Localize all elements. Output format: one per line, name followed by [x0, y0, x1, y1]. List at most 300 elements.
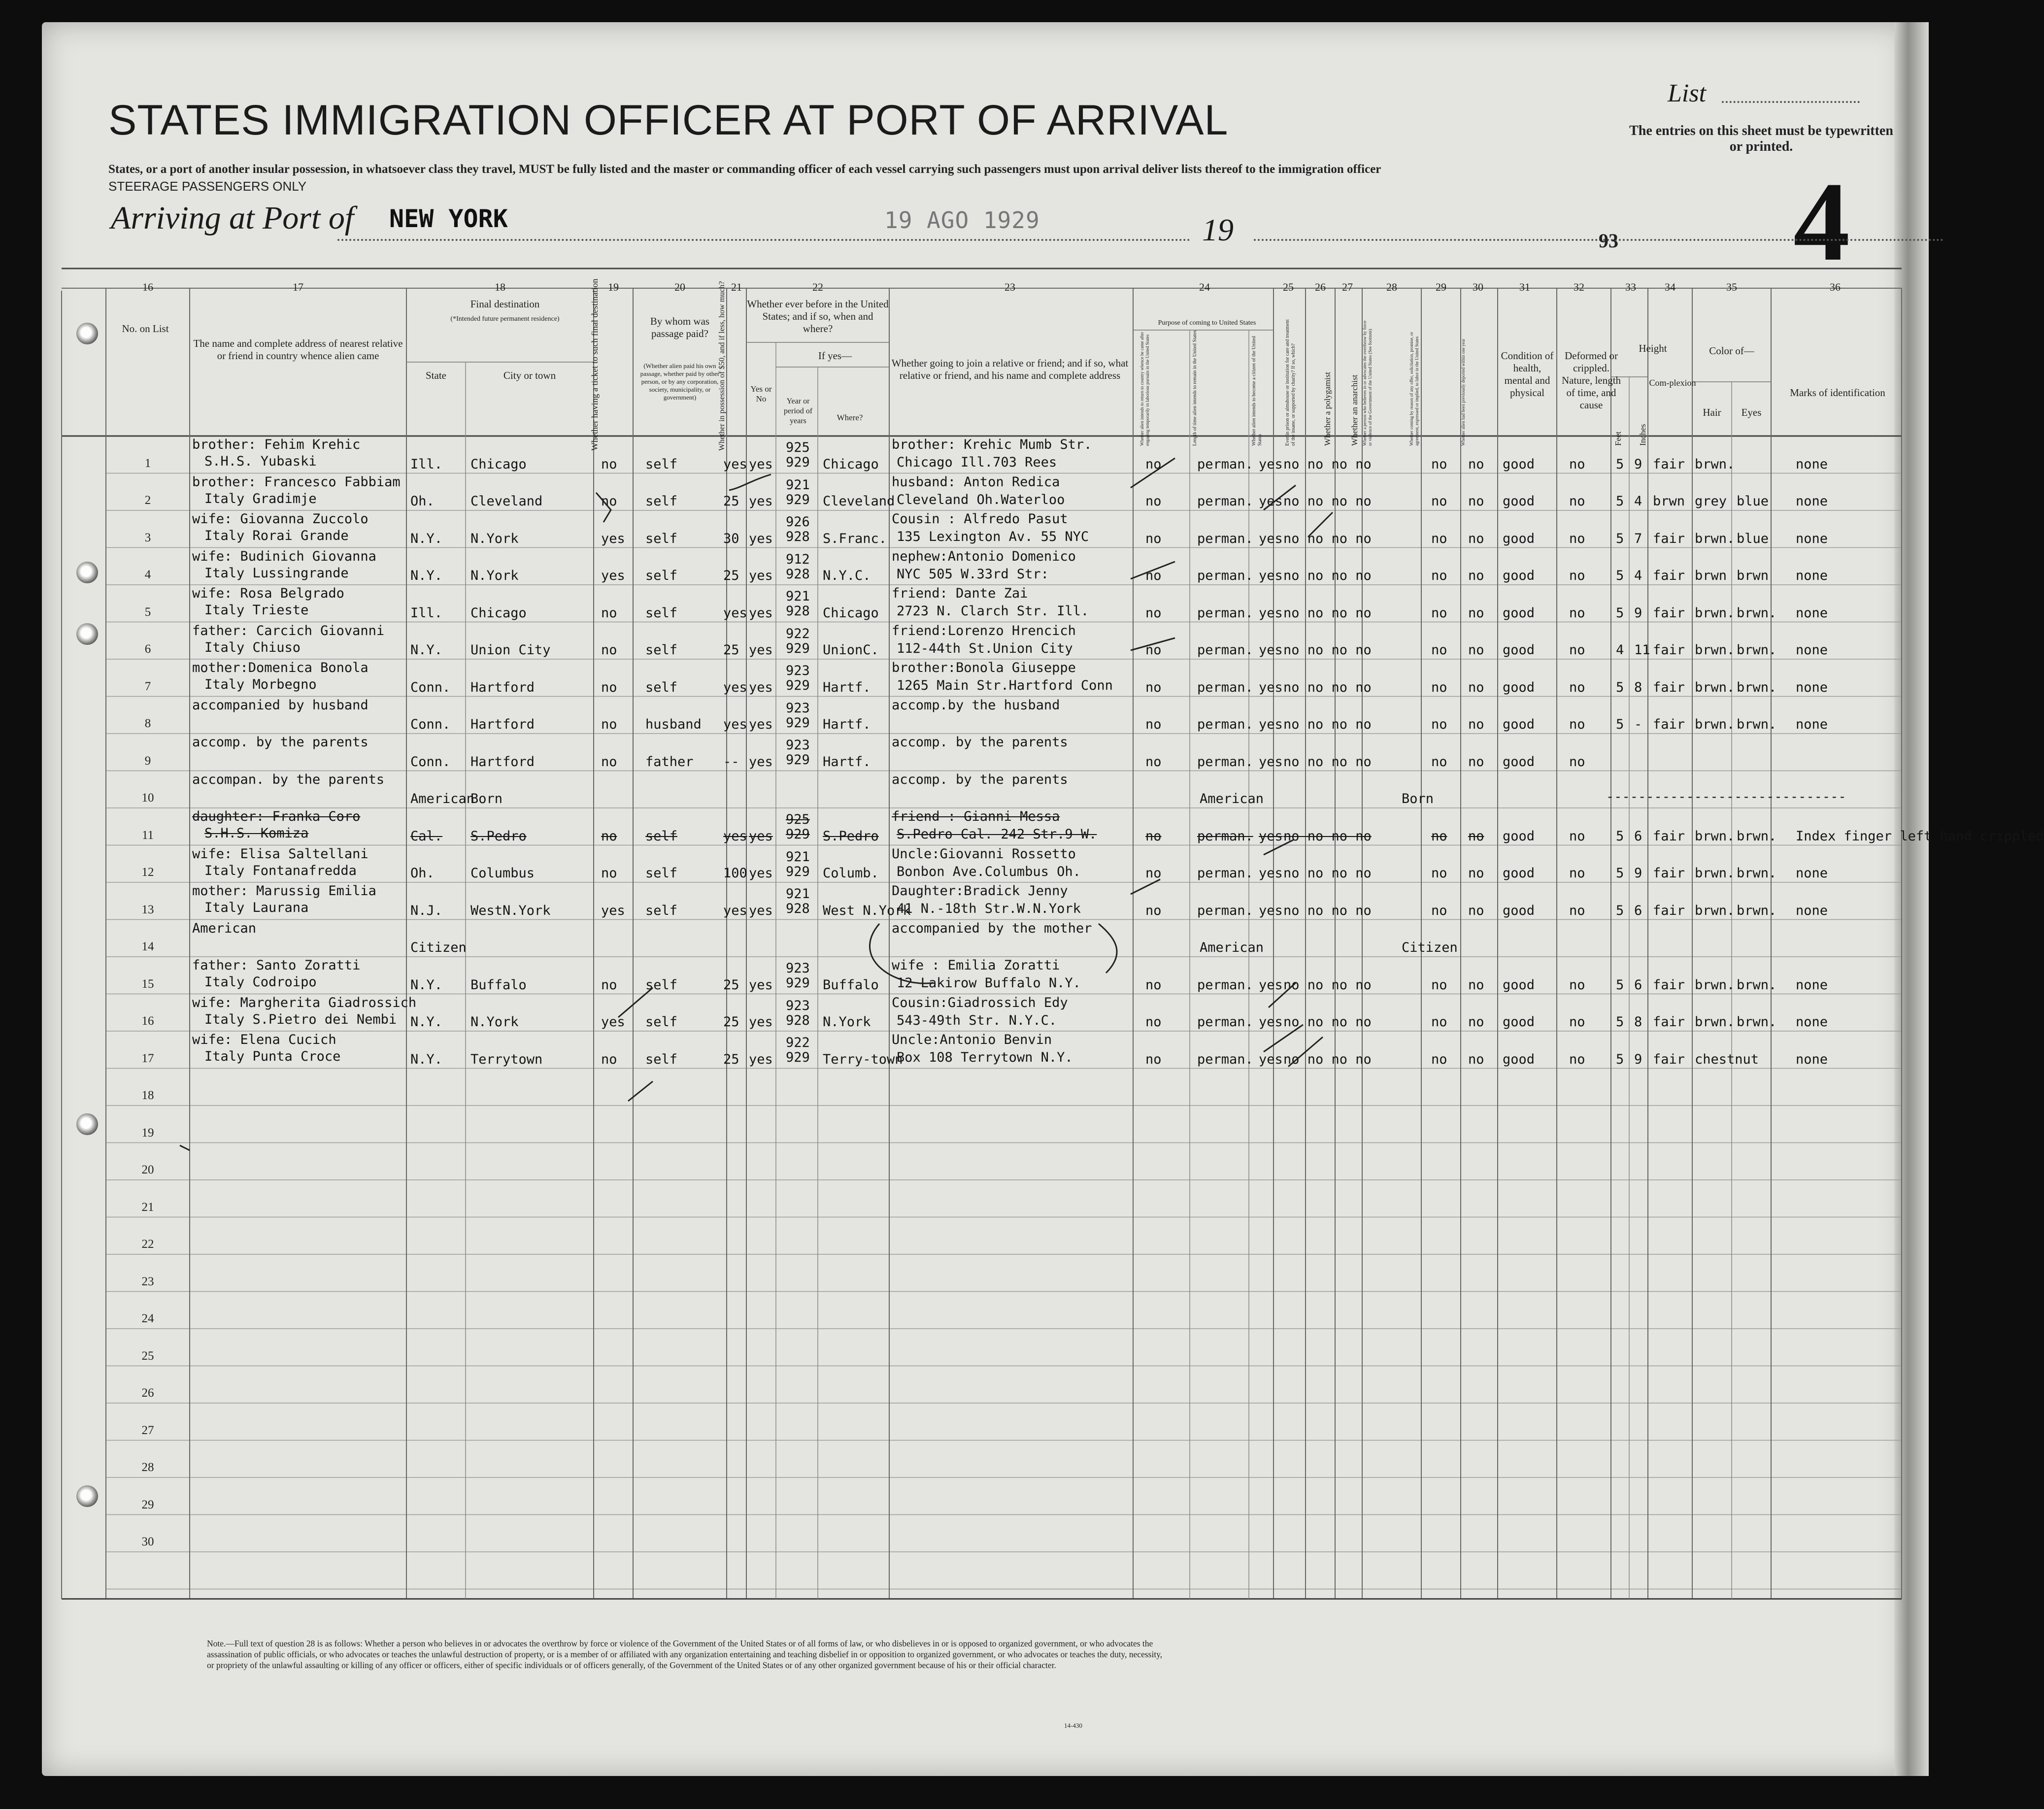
marks-cell: none — [1796, 531, 1828, 546]
marks-cell: none — [1796, 866, 1828, 881]
questions-cell: no no no no — [1283, 1051, 1372, 1067]
fifty-cell: yes — [723, 679, 747, 695]
q29-cell: no — [1431, 568, 1447, 584]
column-number: 22 — [812, 281, 823, 293]
row-number: 22 — [141, 1238, 154, 1251]
port-name: NEW YORK — [389, 204, 508, 233]
paid-by-cell: father — [645, 754, 694, 770]
return-cell: no — [1145, 1051, 1162, 1067]
state-cell: Conn. — [410, 679, 451, 695]
state-cell: Cal. — [410, 828, 443, 844]
join-address-cell: NYC 505 W.33rd Str: — [897, 566, 1049, 582]
row-number: 5 — [144, 605, 151, 619]
column-number: 26 — [1315, 281, 1326, 293]
row-number: 28 — [141, 1461, 154, 1474]
complexion-cell: brwn — [1653, 494, 1685, 509]
join-address-cell: 112-44th St.Union City — [897, 640, 1073, 656]
before-cell: yes — [749, 903, 773, 918]
where-cell: Columb. — [823, 866, 879, 881]
ticket-cell: yes — [601, 903, 625, 918]
year-to-cell: 928 — [786, 529, 810, 544]
q30-cell: no — [1468, 754, 1484, 770]
year-to-cell: 929 — [786, 864, 810, 879]
marks-cell: none — [1796, 1051, 1828, 1067]
ticket-cell: yes — [601, 568, 625, 584]
eyes-cell: brwn. — [1737, 866, 1777, 881]
column-number: 25 — [1283, 281, 1294, 293]
join-name-cell: friend:Lorenzo Hrencich — [892, 623, 1076, 638]
hair-cell: grey — [1695, 494, 1727, 509]
marks-cell: none — [1796, 456, 1828, 472]
hair-cell: brwn. — [1695, 679, 1735, 695]
join-name-cell: friend : Gianni Messa — [892, 809, 1060, 824]
row-number: 2 — [144, 494, 151, 507]
feet-cell: 5 — [1616, 531, 1624, 546]
deformed-cell: no — [1569, 828, 1585, 844]
before-cell: yes — [749, 605, 773, 621]
feet-cell: 5 — [1616, 494, 1624, 509]
deformed-cell: no — [1569, 754, 1585, 770]
return-cell: no — [1145, 456, 1162, 472]
q30-cell: no — [1468, 605, 1484, 621]
where-cell: UnionC. — [823, 642, 879, 658]
binding-hole — [76, 1485, 98, 1507]
row-number: 16 — [141, 1014, 154, 1028]
row-number: 4 — [144, 568, 151, 582]
inches-cell: - — [1634, 717, 1642, 733]
relative-name: accompanied by husband — [192, 697, 369, 713]
where-cell: Buffalo — [823, 977, 879, 993]
return-cell: no — [1145, 679, 1162, 695]
column-number: 32 — [1574, 281, 1584, 293]
where-cell: S.Franc. — [823, 531, 887, 546]
header-purpose-citizen: Whether alien intends to become a citizen of the United States — [1251, 336, 1263, 446]
health-cell: good — [1503, 679, 1535, 695]
relative-place: Italy Rorai Grande — [204, 528, 349, 543]
relative-name: wife: Giovanna Zuccolo — [192, 511, 369, 527]
q29-cell: no — [1431, 866, 1447, 881]
row-number: 15 — [141, 977, 154, 991]
complexion-cell: fair — [1653, 717, 1685, 733]
city-cell: Hartford — [470, 754, 535, 770]
header-join: Whether going to join a relative or friend; and if so, what relative or friend, and his name and complete address — [891, 357, 1129, 381]
q30-cell: no — [1468, 642, 1484, 658]
manifest-sheet — [42, 22, 2044, 1776]
column-number: 21 — [731, 281, 742, 293]
length-cell: perman. — [1197, 679, 1253, 695]
year-from-cell: 921 — [786, 589, 810, 604]
column-number: 30 — [1473, 281, 1483, 293]
year-label: 19 — [1202, 212, 1234, 247]
eyes-cell: blue — [1737, 494, 1769, 509]
inches-cell: 6 — [1634, 828, 1642, 844]
feet-cell: 5 — [1616, 605, 1624, 621]
before-cell: yes — [749, 1051, 773, 1067]
header-ticket: Whether having a ticket to such final destination — [590, 278, 600, 451]
length-cell: perman. — [1197, 866, 1253, 881]
inches-cell: 7 — [1634, 531, 1642, 546]
length-cell: perman. — [1197, 456, 1253, 472]
length-cell: perman. — [1197, 531, 1253, 546]
header-final-destination: Final destination — [470, 298, 540, 310]
length-cell: perman. — [1197, 717, 1253, 733]
header-eyes: Eyes — [1741, 406, 1762, 418]
column-number: 23 — [1005, 281, 1015, 293]
q30-cell: no — [1468, 1051, 1484, 1067]
eyes-cell: brwn. — [1737, 605, 1777, 621]
deformed-cell: no — [1569, 568, 1585, 584]
ticket-cell: no — [601, 679, 617, 695]
fifty-cell: yes — [723, 717, 747, 733]
q29-cell: no — [1431, 679, 1447, 695]
feet-cell: 5 — [1616, 456, 1624, 472]
row-number: 10 — [141, 791, 154, 805]
year-to-cell: 929 — [786, 752, 810, 768]
marks-cell: none — [1796, 679, 1828, 695]
where-cell: Hartf. — [823, 717, 871, 733]
relative-place: Italy Morbegno — [204, 677, 317, 692]
year-to-cell: 928 — [786, 1012, 810, 1028]
join-address-cell: 41 N.-18th Str.W.N.York — [897, 901, 1081, 916]
year-to-cell: 929 — [786, 827, 810, 842]
before-cell: yes — [749, 568, 773, 584]
complexion-cell: fair — [1653, 903, 1685, 918]
state-cell: Oh. — [410, 494, 435, 509]
row-number: 12 — [141, 866, 154, 879]
ticket-cell: no — [601, 977, 617, 993]
column-number: 35 — [1726, 281, 1737, 293]
hair-cell: brwn. — [1695, 866, 1735, 881]
questions-cell: no no no no — [1283, 456, 1372, 472]
health-cell: good — [1503, 754, 1535, 770]
eyes-cell: blue — [1737, 531, 1769, 546]
column-number: 31 — [1519, 281, 1530, 293]
sheet-code: 93 — [1599, 230, 1618, 252]
questions-cell: no no no no — [1283, 754, 1372, 770]
length-cell: perman. — [1197, 903, 1253, 918]
header-relative: The name and complete address of nearest relative or friend in country whence alien came — [193, 337, 403, 362]
health-cell: good — [1503, 828, 1535, 844]
year-from-cell: 921 — [786, 849, 810, 865]
citizen-cell: yes — [1259, 1051, 1283, 1067]
join-name-cell: wife : Emilia Zoratti — [892, 958, 1060, 973]
relative-name: wife: Elena Cucich — [192, 1032, 336, 1047]
binding-hole — [76, 323, 98, 344]
header-state: State — [426, 369, 446, 381]
inches-cell: 9 — [1634, 605, 1642, 621]
deformed-cell: no — [1569, 642, 1585, 658]
relative-place: S.H.S. Yubaski — [204, 454, 317, 469]
where-cell: West N.York — [823, 903, 911, 918]
join-name-cell: accomp.by the husband — [892, 697, 1060, 713]
citizen-cell: yes — [1259, 679, 1283, 695]
feet-cell: 5 — [1616, 568, 1624, 584]
where-cell: Cleveland — [823, 494, 895, 509]
row-number: 18 — [141, 1089, 154, 1103]
year-from-cell: 923 — [786, 700, 810, 716]
year-from-cell: 925 — [786, 812, 810, 827]
citizen-cell: yes — [1259, 456, 1283, 472]
state-cell: N.Y. — [410, 531, 443, 546]
q29-cell: no — [1431, 531, 1447, 546]
ticket-cell: no — [601, 1051, 617, 1067]
return-cell: no — [1145, 642, 1162, 658]
q30-cell: no — [1468, 679, 1484, 695]
return-cell: no — [1145, 866, 1162, 881]
hair-cell: brwn. — [1695, 828, 1735, 844]
year-from-cell: 921 — [786, 886, 810, 902]
marks-cell: none — [1796, 903, 1828, 918]
questions-cell: no no no no — [1283, 494, 1372, 509]
feet-cell: 5 — [1616, 977, 1624, 993]
row-number: 27 — [141, 1423, 154, 1437]
return-cell: no — [1145, 977, 1162, 993]
relative-name: wife: Margherita Giadrossich — [192, 995, 417, 1010]
health-cell: good — [1503, 642, 1535, 658]
year-from-cell: 923 — [786, 998, 810, 1013]
inches-cell: 8 — [1634, 679, 1642, 695]
return-cell: no — [1145, 531, 1162, 546]
join-address-cell: Box 108 Terrytown N.Y. — [897, 1050, 1073, 1065]
feet-cell: 5 — [1616, 679, 1624, 695]
join-address-cell: 1265 Main Str.Hartford Conn — [897, 678, 1113, 693]
year-to-cell: 929 — [786, 1050, 810, 1065]
year-from-cell: 921 — [786, 477, 810, 493]
state-cell: N.Y. — [410, 568, 443, 584]
header-color-of: Color of— — [1709, 345, 1754, 357]
q29-cell: no — [1431, 828, 1447, 844]
year-to-cell: 928 — [786, 566, 810, 582]
row-number: 30 — [141, 1535, 154, 1549]
citizen-cell: yes — [1259, 977, 1283, 993]
deformed-cell: no — [1569, 866, 1585, 881]
citizen-label: Born — [1402, 791, 1434, 807]
relative-place: Italy Punta Croce — [204, 1049, 341, 1064]
city-cell: WestN.York — [470, 903, 551, 918]
deformed-cell: no — [1569, 456, 1585, 472]
q29-cell: no — [1431, 754, 1447, 770]
header-health: Condition of health, mental and physical — [1501, 350, 1554, 399]
state-cell: Ill. — [410, 456, 443, 472]
list-label: List — [1668, 79, 1707, 107]
before-cell: yes — [749, 754, 773, 770]
header-q30: Whether alien had been previously deported within one year — [1461, 338, 1466, 446]
header-before: Whether ever before in the United States; and if so, when and where? — [747, 298, 889, 335]
join-address-cell: 2723 N. Clarch Str. Ill. — [897, 603, 1089, 619]
state-cell: Ill. — [410, 605, 443, 621]
fifty-cell: 25 — [723, 1051, 739, 1067]
return-cell: no — [1145, 903, 1162, 918]
marks-cell: none — [1796, 568, 1828, 584]
q30-cell: no — [1468, 456, 1484, 472]
header-deformed: Deformed or crippled. Nature, length of time, and cause — [1561, 350, 1621, 411]
q30-cell: no — [1468, 717, 1484, 733]
join-name-cell: Uncle:Antonio Benvin — [892, 1032, 1052, 1047]
header-q28: Whether a person who believes in or advocates the overthrow by force or violence of the Government of the United States (See footnote) — [1362, 320, 1373, 446]
port-dotted-line — [337, 239, 879, 241]
marks-cell: none — [1796, 494, 1828, 509]
row-number: 1 — [144, 456, 151, 470]
return-cell: no — [1145, 1014, 1162, 1030]
complexion-cell: fair — [1653, 531, 1685, 546]
state-cell: Citizen — [410, 940, 467, 956]
return-cell: no — [1145, 754, 1162, 770]
column-number: 33 — [1625, 281, 1636, 293]
state-cell: American — [410, 791, 475, 807]
feet-cell: 4 — [1616, 642, 1624, 658]
complexion-cell: fair — [1653, 568, 1685, 584]
health-cell: good — [1503, 866, 1535, 881]
row-number: 26 — [141, 1386, 154, 1400]
ticket-cell: no — [601, 717, 617, 733]
header-purpose-length: Length of time alien intends to remain in the United States — [1192, 330, 1198, 446]
header-complexion: Com-plexion — [1649, 378, 1696, 388]
where-cell: Hartf. — [823, 754, 871, 770]
paid-by-cell: husband — [645, 717, 702, 733]
q29-cell: no — [1431, 977, 1447, 993]
row-number: 23 — [141, 1274, 154, 1288]
marks-cell: none — [1796, 1014, 1828, 1030]
fifty-cell: yes — [723, 903, 747, 918]
city-cell: Chicago — [470, 605, 527, 621]
fifty-cell: 25 — [723, 1014, 739, 1030]
fifty-cell: 25 — [723, 494, 739, 509]
city-cell: N.York — [470, 531, 519, 546]
row-number: 6 — [144, 642, 151, 656]
steerage-label: STEERAGE PASSENGERS ONLY — [108, 179, 307, 194]
before-cell: yes — [749, 531, 773, 546]
where-cell: Chicago — [823, 456, 879, 472]
header-anarchist: Whether an anarchist — [1350, 374, 1359, 446]
row-number: 13 — [141, 903, 154, 916]
row-number: 9 — [144, 754, 151, 768]
relative-name: wife: Budinich Giovanna — [192, 548, 376, 564]
city-cell: Hartford — [470, 679, 535, 695]
complexion-cell: fair — [1653, 1014, 1685, 1030]
hair-cell: brwn. — [1695, 1014, 1735, 1030]
header-final-destination-note: (*Intended future permanent residence) — [450, 315, 560, 323]
citizen-cell: yes — [1259, 754, 1283, 770]
length-cell: perman. — [1197, 494, 1253, 509]
citizen-label: Citizen — [1402, 940, 1458, 956]
where-cell: Hartf. — [823, 679, 871, 695]
hair-cell: brwn. — [1695, 903, 1735, 918]
relative-name: father: Carcich Giovanni — [192, 623, 385, 638]
relative-place: Italy Fontanafredda — [204, 863, 357, 878]
city-cell: Born — [470, 791, 503, 807]
paid-by-cell: self — [645, 1014, 678, 1030]
year-from-cell: 926 — [786, 514, 810, 530]
relative-place: Italy Codroipo — [204, 974, 317, 990]
join-name-cell: brother:Bonola Giuseppe — [892, 660, 1076, 675]
health-cell: good — [1503, 1014, 1535, 1030]
relative-name: mother:Domenica Bonola — [192, 660, 369, 675]
feet-cell: 5 — [1616, 1051, 1624, 1067]
state-cell: N.Y. — [410, 1014, 443, 1030]
join-address-cell: 543-49th Str. N.Y.C. — [897, 1012, 1057, 1028]
join-address-cell: S.Pedro Cal. 242 Str.9 W. — [897, 827, 1097, 842]
citizen-cell: yes — [1259, 642, 1283, 658]
return-cell: no — [1145, 717, 1162, 733]
length-cell: perman. — [1197, 977, 1253, 993]
ticket-cell: no — [601, 605, 617, 621]
relative-name: mother: Marussig Emilia — [192, 883, 376, 899]
paid-by-cell: self — [645, 605, 678, 621]
deformed-cell: no — [1569, 977, 1585, 993]
ticket-cell: no — [601, 494, 617, 509]
paid-by-cell: self — [645, 1051, 678, 1067]
eyes-cell: brwn — [1737, 568, 1769, 584]
return-cell: no — [1145, 494, 1162, 509]
questions-cell: no no no no — [1283, 866, 1372, 881]
questions-cell: no no no no — [1283, 531, 1372, 546]
feet-cell: 5 — [1616, 828, 1624, 844]
paid-by-cell: self — [645, 494, 678, 509]
form-code: 14-430 — [1064, 1722, 1082, 1729]
q30-cell: no — [1468, 568, 1484, 584]
header-no-on-list: No. on List — [122, 323, 169, 335]
state-cell: Conn. — [410, 717, 451, 733]
relative-name: wife: Elisa Saltellani — [192, 846, 369, 862]
american-label: American — [1200, 940, 1264, 956]
questions-cell: no no no no — [1283, 642, 1372, 658]
health-cell: good — [1503, 605, 1535, 621]
inches-cell: 11 — [1634, 642, 1650, 658]
state-cell: N.Y. — [410, 642, 443, 658]
header-height: Height — [1639, 342, 1667, 354]
relative-place: Italy Gradimje — [204, 491, 317, 506]
q29-cell: no — [1431, 494, 1447, 509]
length-cell: perman. — [1197, 828, 1253, 844]
city-cell: Hartford — [470, 717, 535, 733]
q29-cell: no — [1431, 717, 1447, 733]
paid-by-cell: self — [645, 456, 678, 472]
join-name-cell: Cousin:Giadrossich Edy — [892, 995, 1068, 1010]
year-to-cell: 929 — [786, 715, 810, 731]
relative-name: brother: Francesco Fabbiam — [192, 474, 401, 490]
paid-by-cell: self — [645, 828, 678, 844]
q29-cell: no — [1431, 903, 1447, 918]
eyes-cell: brwn. — [1737, 642, 1777, 658]
complexion-cell: fair — [1653, 1051, 1685, 1067]
before-cell: yes — [749, 456, 773, 472]
year-to-cell: 928 — [786, 901, 810, 916]
year-from-cell: 923 — [786, 663, 810, 678]
header-feet: Feet — [1613, 431, 1623, 446]
fifty-cell: yes — [723, 828, 747, 844]
citizen-cell: yes — [1259, 866, 1283, 881]
join-address-cell: 12 Lakirow Buffalo N.Y. — [897, 975, 1081, 991]
deformed-cell: no — [1569, 717, 1585, 733]
deformed-cell: no — [1569, 903, 1585, 918]
inches-cell: 8 — [1634, 1014, 1642, 1030]
city-cell: Chicago — [470, 456, 527, 472]
relative-place: Italy S.Pietro dei Nembi — [204, 1011, 397, 1027]
column-number: 19 — [608, 281, 619, 293]
deformed-cell: no — [1569, 1014, 1585, 1030]
health-cell: good — [1503, 531, 1535, 546]
health-cell: good — [1503, 494, 1535, 509]
city-cell: Cleveland — [470, 494, 543, 509]
city-cell: Buffalo — [470, 977, 527, 993]
paid-by-cell: self — [645, 642, 678, 658]
join-name-cell: husband: Anton Redica — [892, 474, 1060, 490]
binding-hole — [76, 562, 98, 583]
column-number: 24 — [1199, 281, 1210, 293]
q29-cell: no — [1431, 642, 1447, 658]
join-address-cell: Chicago Ill.703 Rees — [897, 455, 1057, 470]
row-number: 21 — [141, 1200, 154, 1214]
